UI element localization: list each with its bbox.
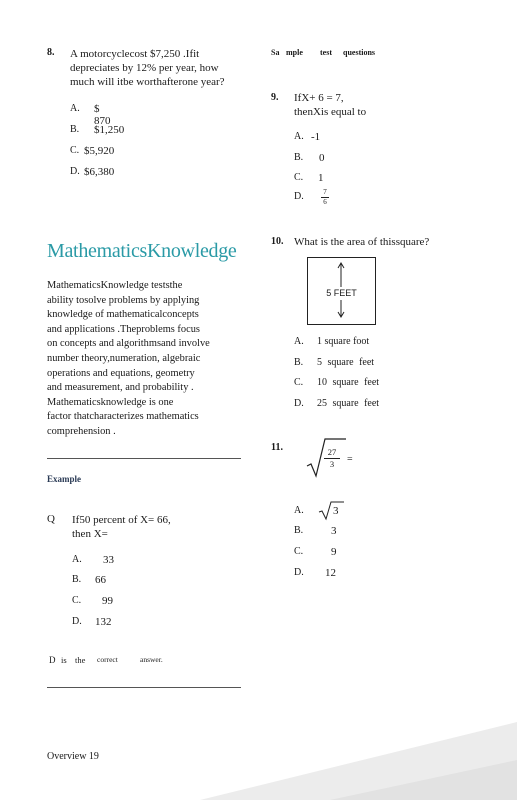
paragraph-line: and measurement, and probability . bbox=[47, 382, 194, 394]
option-value: 132 bbox=[95, 616, 112, 628]
question-text-line: depreciates by 12% per year, how bbox=[70, 62, 219, 74]
option-value: 3 bbox=[333, 505, 339, 517]
option-value: 66 bbox=[95, 574, 106, 586]
option-label: C. bbox=[294, 377, 304, 388]
paragraph-line: Mathematicsknowledge is one bbox=[47, 396, 174, 408]
option-label: B. bbox=[70, 124, 80, 135]
option-value: 33 bbox=[103, 554, 114, 566]
question-number: 9. bbox=[271, 92, 279, 103]
fraction-denominator: 6 bbox=[323, 198, 327, 206]
page-footer: Overview 19 bbox=[47, 751, 99, 762]
option-label: D. bbox=[294, 398, 304, 409]
answer-word: D bbox=[49, 655, 56, 665]
option-value: 9 bbox=[331, 546, 337, 558]
option-label: D. bbox=[294, 567, 304, 578]
question-text-line: IfX+ 6 = 7, bbox=[294, 92, 344, 104]
question-text-line: then X= bbox=[72, 528, 108, 540]
example-label: Example bbox=[47, 474, 82, 484]
paragraph-line: comprehension . bbox=[47, 425, 116, 437]
paragraph-line: number theory,numeration, algebraic bbox=[47, 352, 201, 364]
option-label: A. bbox=[294, 336, 304, 347]
paragraph-line: MathematicsKnowledge teststhe bbox=[47, 280, 183, 291]
option-label: C. bbox=[294, 172, 304, 183]
square-figure bbox=[307, 257, 376, 325]
header-word: questions bbox=[343, 48, 376, 57]
question-text-line: thenXis equal to bbox=[294, 106, 367, 118]
option-label: D. bbox=[72, 616, 82, 627]
question-text bbox=[294, 91, 366, 119]
question-text-line: A motorcyclecost $7,250 .Ifit bbox=[70, 48, 200, 60]
option-value: 3 bbox=[331, 525, 337, 537]
paragraph-line: ability tosolve problems by applying bbox=[47, 294, 200, 306]
option-value: -1 bbox=[311, 131, 321, 143]
fraction-numerator: 27 bbox=[327, 447, 337, 457]
divider bbox=[47, 687, 241, 688]
option-value: $1,250 bbox=[94, 124, 125, 136]
answer-word: the bbox=[75, 655, 86, 665]
question-number: Q bbox=[47, 513, 55, 525]
question-text bbox=[72, 513, 171, 541]
option-value: 1 square foot bbox=[317, 336, 370, 347]
question-number: 8. bbox=[47, 47, 55, 58]
option-label: D. bbox=[294, 191, 304, 202]
option-value: 1 bbox=[318, 172, 324, 184]
option-value: 99 bbox=[102, 595, 113, 607]
option-label: B. bbox=[294, 525, 304, 536]
section-paragraph bbox=[47, 279, 247, 440]
option-label: D. bbox=[70, 166, 80, 177]
option-label: C. bbox=[70, 145, 80, 156]
header-word: mple bbox=[286, 48, 303, 57]
answer-word: is bbox=[61, 655, 67, 665]
fraction bbox=[321, 189, 329, 206]
fraction-numerator: 7 bbox=[323, 188, 327, 196]
option-label: C. bbox=[294, 546, 304, 557]
option-label: A. bbox=[70, 103, 80, 114]
section-title: MathematicsKnowledge bbox=[47, 240, 237, 262]
answer-word: correct bbox=[97, 655, 118, 664]
option-label: B. bbox=[294, 152, 304, 163]
option-value: $ 870 bbox=[94, 103, 111, 127]
question-text-line: If50 percent of X= 66, bbox=[72, 514, 171, 526]
question-text: What is the area of thissquare? bbox=[294, 236, 430, 248]
answer-word: answer. bbox=[140, 655, 163, 664]
header-word: Sa bbox=[271, 48, 280, 57]
answer-line bbox=[49, 655, 229, 667]
divider bbox=[47, 458, 241, 459]
paragraph-line: and applications .Theproblems focus bbox=[47, 323, 200, 335]
sample-header bbox=[271, 48, 411, 60]
option-label: B. bbox=[72, 574, 82, 585]
paragraph-line: factor thatcharacterizes mathematics bbox=[47, 411, 199, 423]
question-number: 11. bbox=[271, 442, 283, 453]
option-label: A. bbox=[294, 131, 304, 142]
fraction-denominator: 3 bbox=[329, 459, 335, 469]
option-value: 5 square feet bbox=[317, 357, 375, 368]
paragraph-line: operations and equations, geometry bbox=[47, 367, 195, 379]
header-word: test bbox=[320, 48, 332, 57]
option-value: 25 square feet bbox=[317, 398, 380, 409]
question-text-line: much will itbe worthafterone year? bbox=[70, 76, 225, 88]
option-label: A. bbox=[294, 505, 304, 516]
radicand-fraction bbox=[324, 448, 340, 469]
option-value: 12 bbox=[325, 567, 336, 579]
option-value: $6,380 bbox=[84, 166, 115, 178]
square-root-icon bbox=[318, 501, 344, 521]
option-label: C. bbox=[72, 595, 82, 606]
figure-label: 5 FEET bbox=[326, 288, 357, 298]
option-value: 10 square feet bbox=[317, 377, 380, 388]
equals-sign: = bbox=[347, 454, 353, 465]
option-value: $5,920 bbox=[84, 145, 115, 157]
question-text bbox=[70, 47, 225, 89]
option-value: 0 bbox=[319, 152, 325, 164]
paragraph-line: knowledge of mathematicalconcepts bbox=[47, 309, 199, 321]
paragraph-line: on concepts and algorithmsand involve bbox=[47, 338, 210, 350]
question-number: 10. bbox=[271, 236, 284, 247]
option-label: B. bbox=[294, 357, 304, 368]
option-label: A. bbox=[72, 554, 82, 565]
